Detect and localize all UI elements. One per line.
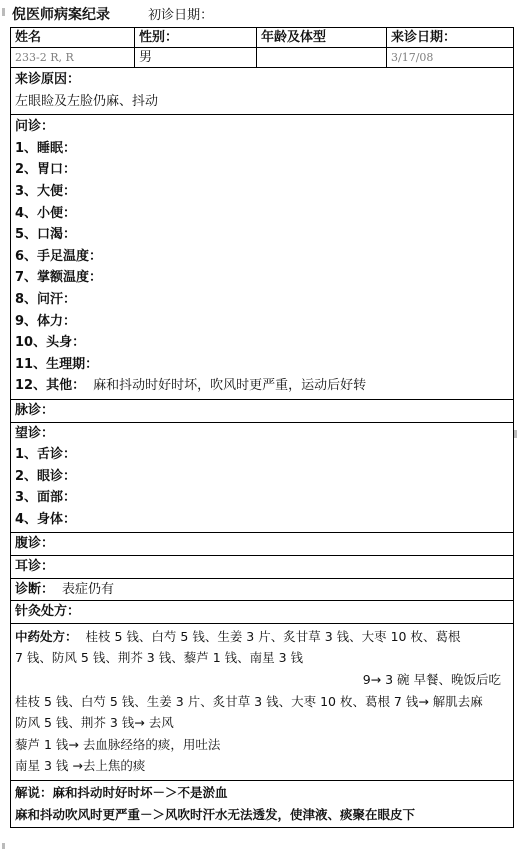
complaint-text: 左眼睑及左脸仍麻、抖动	[15, 93, 159, 109]
patient-sex-value: 男	[135, 48, 257, 68]
inquiry-item: 11、生理期：	[15, 356, 99, 372]
herbal-note: 防风 5 钱、荆芥 3 钱→ 去风	[15, 715, 174, 731]
acupuncture-label: 针灸处方：	[11, 601, 514, 624]
inquiry-item: 6、手足温度：	[15, 248, 103, 264]
complaint-label: 来诊原因：	[15, 72, 81, 87]
inspection-item: 4、身体：	[15, 511, 77, 527]
herbal-note: 藜芦 1 钱→ 去血脉经络的痰，用吐法	[15, 736, 221, 752]
inquiry-item: 8、问汗：	[15, 291, 77, 307]
info-value-row	[11, 48, 514, 68]
patient-age-value	[257, 48, 387, 68]
abdomen-label: 腹诊：	[11, 533, 514, 556]
inspection-item: 1、舌诊：	[15, 447, 77, 463]
inquiry-item: 4、小便：	[15, 205, 77, 221]
first-visit-date-label: 初诊日期：	[148, 8, 214, 23]
visit-date-header: 来诊日期：	[387, 28, 514, 48]
diagnosis-label: 诊断：	[15, 581, 55, 597]
abdomen-section	[11, 533, 514, 556]
herbal-section	[11, 623, 514, 780]
acupuncture-section	[11, 601, 514, 624]
inquiry-label: 问诊：	[15, 119, 55, 135]
case-record-table	[10, 27, 514, 828]
inquiry-item: 10、头身：	[15, 335, 86, 351]
sex-header: 性别：	[135, 28, 257, 48]
diagnosis-text: 表症仍有	[62, 581, 115, 597]
herbal-line-2: 7 钱、防风 5 钱、荆芥 3 钱、藜芦 1 钱、南星 3 钱	[15, 650, 304, 666]
record-title: 倪医师病案纪录	[12, 7, 110, 23]
age-build-header: 年龄及体型	[257, 28, 387, 48]
margin-mark	[2, 8, 5, 16]
explanation-section	[11, 781, 514, 828]
inquiry-section	[11, 115, 514, 400]
info-header-row	[11, 28, 514, 48]
herbal-dosage-line: 9→ 3 碗 早餐、晚饭后吃	[362, 672, 501, 688]
inspection-section	[11, 422, 514, 533]
inquiry-item: 3、大便：	[15, 183, 77, 199]
herbal-line-1: 中药处方： 桂枝 5 钱、白芍 5 钱、生姜 3 片、炙甘草 3 钱、大枣 10 枚、葛根	[15, 628, 461, 644]
inquiry-item-other: 12、其他： 麻和抖动时好时坏，吹风时更严重，运动后好转	[15, 378, 367, 394]
other-notes: 麻和抖动时好时坏，吹风时更严重，运动后好转	[93, 378, 367, 394]
diagnosis-section	[11, 578, 514, 601]
complaint-section	[11, 68, 514, 115]
inquiry-item: 2、胃口：	[15, 162, 77, 178]
inquiry-item: 1、睡眠：	[15, 140, 77, 156]
visit-date-value: 3/17/08	[387, 48, 514, 68]
pulse-section	[11, 399, 514, 422]
inquiry-item: 9、体力：	[15, 313, 77, 329]
explanation-line-2: 麻和抖动吹风时更严重－＞风吹时汗水无法透发，使津液、痰聚在眼皮下	[15, 806, 416, 822]
inquiry-item: 5、口渴：	[15, 227, 77, 243]
herbal-label: 中药处方：	[15, 628, 78, 644]
margin-mark	[2, 843, 5, 849]
name-header: 姓名	[11, 28, 135, 48]
explanation-line-1: 解说：麻和抖动时好时坏－＞不是淤血	[15, 785, 228, 800]
ear-section	[11, 556, 514, 579]
title-row	[12, 4, 512, 26]
inquiry-item: 7、掌额温度：	[15, 270, 103, 286]
inspection-item: 3、面部：	[15, 490, 77, 506]
ear-label: 耳诊：	[11, 556, 514, 579]
herbal-note: 南星 3 钱 →去上焦的痰	[15, 758, 146, 774]
inspection-item: 2、眼诊：	[15, 468, 77, 484]
patient-name-value: 233-2 R, R	[11, 48, 135, 68]
pulse-label: 脉诊：	[11, 399, 514, 422]
herbal-note: 桂枝 5 钱、白芍 5 钱、生姜 3 片、炙甘草 3 钱、大枣 10 枚、葛根 7 钱→ 解肌去麻	[15, 693, 483, 709]
inspection-label: 望诊：	[15, 425, 55, 441]
